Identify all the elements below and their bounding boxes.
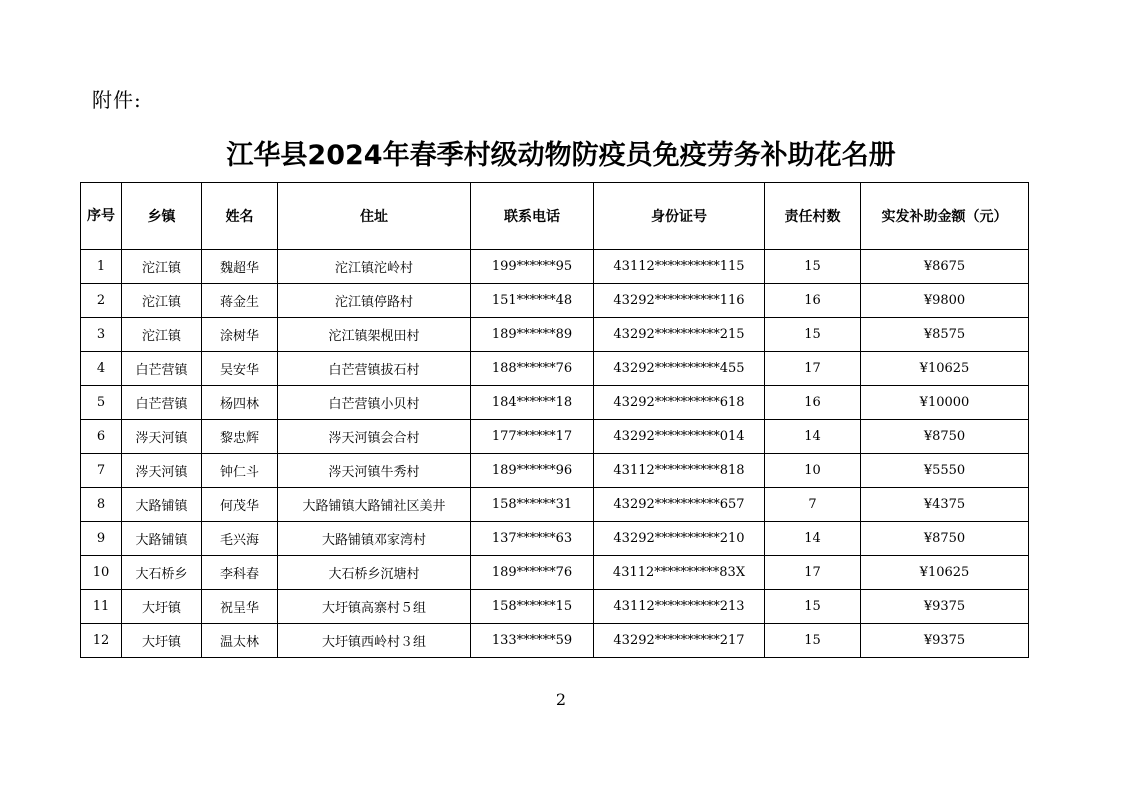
table-body: [81, 250, 1029, 658]
cell-villages: 14: [765, 420, 861, 454]
cell-name: 黎忠辉: [202, 420, 278, 454]
table-row: [81, 488, 1029, 522]
cell-name: 涂树华: [202, 318, 278, 352]
cell-township: 大路铺镇: [122, 522, 202, 556]
cell-seq: 6: [81, 420, 122, 454]
cell-villages: 14: [765, 522, 861, 556]
table-header-row: [81, 183, 1029, 250]
cell-address: 涔天河镇会合村: [278, 420, 471, 454]
cell-address: 大圩镇高寨村５组: [278, 590, 471, 624]
table-row: [81, 624, 1029, 658]
cell-id-number: 43292**********217: [594, 624, 765, 658]
cell-township: 沱江镇: [122, 250, 202, 284]
cell-villages: 15: [765, 590, 861, 624]
table-row: [81, 284, 1029, 318]
cell-id-number: 43112**********818: [594, 454, 765, 488]
cell-address: 大圩镇西岭村３组: [278, 624, 471, 658]
cell-township: 沱江镇: [122, 284, 202, 318]
cell-address: 大路铺镇大路铺社区美井: [278, 488, 471, 522]
cell-phone: 188******76: [471, 352, 594, 386]
cell-amount: ¥9375: [861, 590, 1029, 624]
cell-seq: 9: [81, 522, 122, 556]
table-row: [81, 386, 1029, 420]
cell-villages: 17: [765, 556, 861, 590]
cell-id-number: 43292**********215: [594, 318, 765, 352]
table-row: [81, 250, 1029, 284]
cell-amount: ¥10625: [861, 352, 1029, 386]
cell-address: 沱江镇架枧田村: [278, 318, 471, 352]
cell-address: 涔天河镇牛秀村: [278, 454, 471, 488]
cell-township: 大圩镇: [122, 624, 202, 658]
cell-name: 温太林: [202, 624, 278, 658]
table-row: [81, 556, 1029, 590]
cell-phone: 133******59: [471, 624, 594, 658]
table-row: [81, 590, 1029, 624]
cell-phone: 158******31: [471, 488, 594, 522]
cell-amount: ¥9800: [861, 284, 1029, 318]
cell-seq: 3: [81, 318, 122, 352]
cell-seq: 1: [81, 250, 122, 284]
cell-villages: 7: [765, 488, 861, 522]
cell-address: 大路铺镇邓家湾村: [278, 522, 471, 556]
cell-name: 魏超华: [202, 250, 278, 284]
cell-address: 白芒营镇拔石村: [278, 352, 471, 386]
header-name: 姓名: [202, 183, 278, 250]
cell-address: 白芒营镇小贝村: [278, 386, 471, 420]
cell-id-number: 43292**********210: [594, 522, 765, 556]
cell-phone: 151******48: [471, 284, 594, 318]
cell-seq: 4: [81, 352, 122, 386]
cell-address: 沱江镇停路村: [278, 284, 471, 318]
header-township: 乡镇: [122, 183, 202, 250]
cell-amount: ¥9375: [861, 624, 1029, 658]
cell-township: 白芒营镇: [122, 352, 202, 386]
cell-amount: ¥8750: [861, 522, 1029, 556]
document-title: 江华县2024年春季村级动物防疫员免疫劳务补助花名册: [226, 140, 896, 171]
cell-address: 大石桥乡沉塘村: [278, 556, 471, 590]
cell-township: 涔天河镇: [122, 454, 202, 488]
cell-phone: 199******95: [471, 250, 594, 284]
table-row: [81, 454, 1029, 488]
cell-villages: 16: [765, 284, 861, 318]
page-number: 2: [555, 690, 567, 709]
cell-name: 祝呈华: [202, 590, 278, 624]
cell-township: 沱江镇: [122, 318, 202, 352]
cell-villages: 17: [765, 352, 861, 386]
cell-name: 蒋金生: [202, 284, 278, 318]
cell-villages: 15: [765, 250, 861, 284]
header-phone: 联系电话: [471, 183, 594, 250]
cell-name: 钟仁斗: [202, 454, 278, 488]
cell-phone: 184******18: [471, 386, 594, 420]
header-address: 住址: [278, 183, 471, 250]
cell-villages: 15: [765, 318, 861, 352]
cell-amount: ¥10625: [861, 556, 1029, 590]
cell-id-number: 43112**********213: [594, 590, 765, 624]
cell-amount: ¥8675: [861, 250, 1029, 284]
table-row: [81, 420, 1029, 454]
cell-name: 杨四林: [202, 386, 278, 420]
cell-name: 李科春: [202, 556, 278, 590]
subsidy-roster-table: [80, 182, 1029, 658]
cell-amount: ¥4375: [861, 488, 1029, 522]
cell-amount: ¥5550: [861, 454, 1029, 488]
cell-seq: 8: [81, 488, 122, 522]
header-id-number: 身份证号: [594, 183, 765, 250]
cell-id-number: 43292**********657: [594, 488, 765, 522]
cell-seq: 11: [81, 590, 122, 624]
cell-phone: 189******96: [471, 454, 594, 488]
cell-villages: 10: [765, 454, 861, 488]
header-villages: 责任村数: [765, 183, 861, 250]
table-row: [81, 352, 1029, 386]
cell-seq: 5: [81, 386, 122, 420]
header-amount: 实发补助金额（元）: [861, 183, 1029, 250]
table-row: [81, 318, 1029, 352]
cell-address: 沱江镇沱岭村: [278, 250, 471, 284]
cell-phone: 189******76: [471, 556, 594, 590]
cell-township: 涔天河镇: [122, 420, 202, 454]
cell-township: 白芒营镇: [122, 386, 202, 420]
table-row: [81, 522, 1029, 556]
attachment-label: 附件:: [92, 88, 142, 112]
cell-id-number: 43292**********116: [594, 284, 765, 318]
cell-villages: 15: [765, 624, 861, 658]
cell-seq: 2: [81, 284, 122, 318]
cell-amount: ¥8750: [861, 420, 1029, 454]
cell-phone: 137******63: [471, 522, 594, 556]
cell-id-number: 43292**********618: [594, 386, 765, 420]
cell-name: 吴安华: [202, 352, 278, 386]
cell-name: 毛兴海: [202, 522, 278, 556]
cell-amount: ¥8575: [861, 318, 1029, 352]
cell-id-number: 43292**********014: [594, 420, 765, 454]
cell-township: 大圩镇: [122, 590, 202, 624]
cell-amount: ¥10000: [861, 386, 1029, 420]
cell-id-number: 43292**********455: [594, 352, 765, 386]
cell-township: 大石桥乡: [122, 556, 202, 590]
cell-seq: 7: [81, 454, 122, 488]
cell-phone: 189******89: [471, 318, 594, 352]
cell-name: 何茂华: [202, 488, 278, 522]
cell-township: 大路铺镇: [122, 488, 202, 522]
cell-phone: 177******17: [471, 420, 594, 454]
cell-seq: 12: [81, 624, 122, 658]
cell-id-number: 43112**********83X: [594, 556, 765, 590]
cell-phone: 158******15: [471, 590, 594, 624]
cell-id-number: 43112**********115: [594, 250, 765, 284]
cell-villages: 16: [765, 386, 861, 420]
cell-seq: 10: [81, 556, 122, 590]
header-seq: 序号: [81, 183, 122, 250]
